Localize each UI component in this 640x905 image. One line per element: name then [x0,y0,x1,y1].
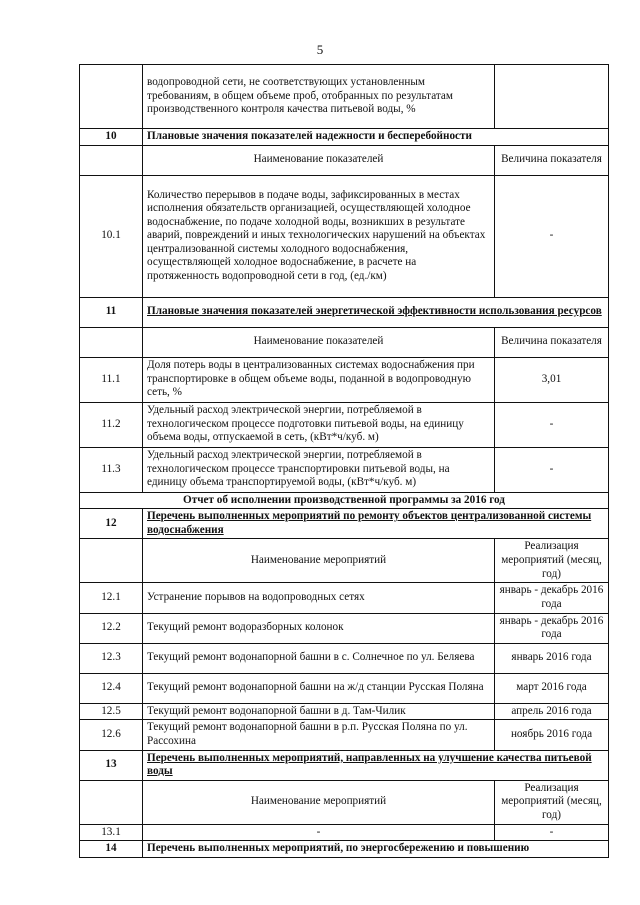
section-title: Плановые значения показателей энергетической эффективности использования ресурсов [143,297,609,327]
report-title-row [80,492,609,509]
activity-name: - [143,824,495,841]
section-header-row [80,297,609,327]
indicator-value: - [495,447,609,492]
column-header-value: Величина показателя [495,145,609,175]
activity-name: Текущий ремонт водонапорной башни на ж/д станции Русская Поляна [143,673,495,703]
activity-name: Текущий ремонт водоразборных колонок [143,613,495,643]
row-number: 11.1 [80,357,143,402]
column-header-row [80,145,609,175]
table-row [80,65,609,129]
report-title: Отчет об исполнении производственной программы за 2016 год [80,492,609,509]
program-table [79,64,609,858]
indicator-value: - [495,175,609,297]
activity-date: март 2016 года [495,673,609,703]
row-number: 12.1 [80,583,143,613]
table-row [80,447,609,492]
empty-cell [80,539,143,583]
row-number: 12.4 [80,673,143,703]
activity-name: Текущий ремонт водонапорной башни в д. Там-Чилик [143,703,495,720]
column-header-row [80,780,609,824]
indicator-name: Удельный расход электрической энергии, потребляемой в технологическом процессе транспортировки питьевой воды, на единицу объема транспортируемой воды, (кВт*ч/куб. м) [143,447,495,492]
section-header-row [80,129,609,146]
activity-date: - [495,824,609,841]
section-number: 10 [80,129,143,146]
section-number: 14 [80,841,143,858]
column-header-value: Реализация мероприятий (месяц, год) [495,539,609,583]
empty-cell [80,780,143,824]
indicator-value [495,65,609,129]
empty-cell [80,145,143,175]
page-number: 5 [316,42,324,57]
section-number: 13 [80,750,143,780]
activity-date: январь 2016 года [495,643,609,673]
activity-date: ноябрь 2016 года [495,720,609,750]
row-number [80,65,143,129]
column-header-name: Наименование показателей [143,145,495,175]
indicator-value: 3,01 [495,357,609,402]
indicator-name: водопроводной сети, не соответствующих установленным требованиям, в общем объеме проб, отобранных по результатам производственного контроля качества питьевой воды, % [143,65,495,129]
column-header-name: Наименование мероприятий [143,539,495,583]
table-row [80,175,609,297]
column-header-name: Наименование показателей [143,327,495,357]
section-number: 11 [80,297,143,327]
section-header-row [80,841,609,858]
table-row [80,357,609,402]
section-header-row [80,509,609,539]
row-number: 12.5 [80,703,143,720]
row-number: 12.2 [80,613,143,643]
column-header-name: Наименование мероприятий [143,780,495,824]
row-number: 12.3 [80,643,143,673]
row-number: 11.3 [80,447,143,492]
column-header-row [80,327,609,357]
indicator-value: - [495,402,609,447]
row-number: 10.1 [80,175,143,297]
activity-date: апрель 2016 года [495,703,609,720]
activity-date: январь - декабрь 2016 года [495,583,609,613]
section-title: Перечень выполненных мероприятий, направленных на улучшение качества питьевой воды [143,750,609,780]
table-row [80,613,609,643]
table-row [80,720,609,750]
table-row [80,824,609,841]
indicator-name: Количество перерывов в подаче воды, зафиксированных в местах исполнения обязательств организацией, осуществляющей холодное водоснабжение, по подаче холодной воды, возникших в результате аварий, повреждений и иных технологических нарушений на объектах централизованной системы холодного водоснабжения, осуществляющей холодное водоснабжение, в расчете на протяженность водопроводной сети в год, (ед./км) [143,175,495,297]
indicator-name: Удельный расход электрической энергии, потребляемой в технологическом процессе подготовки питьевой воды, на единицу объема воды, отпускаемой в сеть, (кВт*ч/куб. м) [143,402,495,447]
table-row [80,402,609,447]
row-number: 13.1 [80,824,143,841]
table-row [80,643,609,673]
column-header-row [80,539,609,583]
table-row [80,673,609,703]
section-header-row [80,750,609,780]
activity-date: январь - декабрь 2016 года [495,613,609,643]
row-number: 11.2 [80,402,143,447]
row-number: 12.6 [80,720,143,750]
activity-name: Текущий ремонт водонапорной башни в р.п. Русская Поляна по ул. Рассохина [143,720,495,750]
activity-name: Текущий ремонт водонапорной башни в с. Солнечное по ул. Беляева [143,643,495,673]
section-title: Плановые значения показателей надежности и бесперебойности [143,129,609,146]
section-number: 12 [80,509,143,539]
indicator-name: Доля потерь воды в централизованных системах водоснабжения при транспортировке в общем объеме воды, поданной в водопроводную сеть, % [143,357,495,402]
section-title: Перечень выполненных мероприятий, по энергосбережению и повышению [143,841,609,858]
table-row [80,583,609,613]
column-header-value: Величина показателя [495,327,609,357]
table-row [80,703,609,720]
empty-cell [80,327,143,357]
activity-name: Устранение порывов на водопроводных сетях [143,583,495,613]
section-title: Перечень выполненных мероприятий по ремонту объектов централизованной системы водоснабжения [143,509,609,539]
column-header-value: Реализация мероприятий (месяц, год) [495,780,609,824]
